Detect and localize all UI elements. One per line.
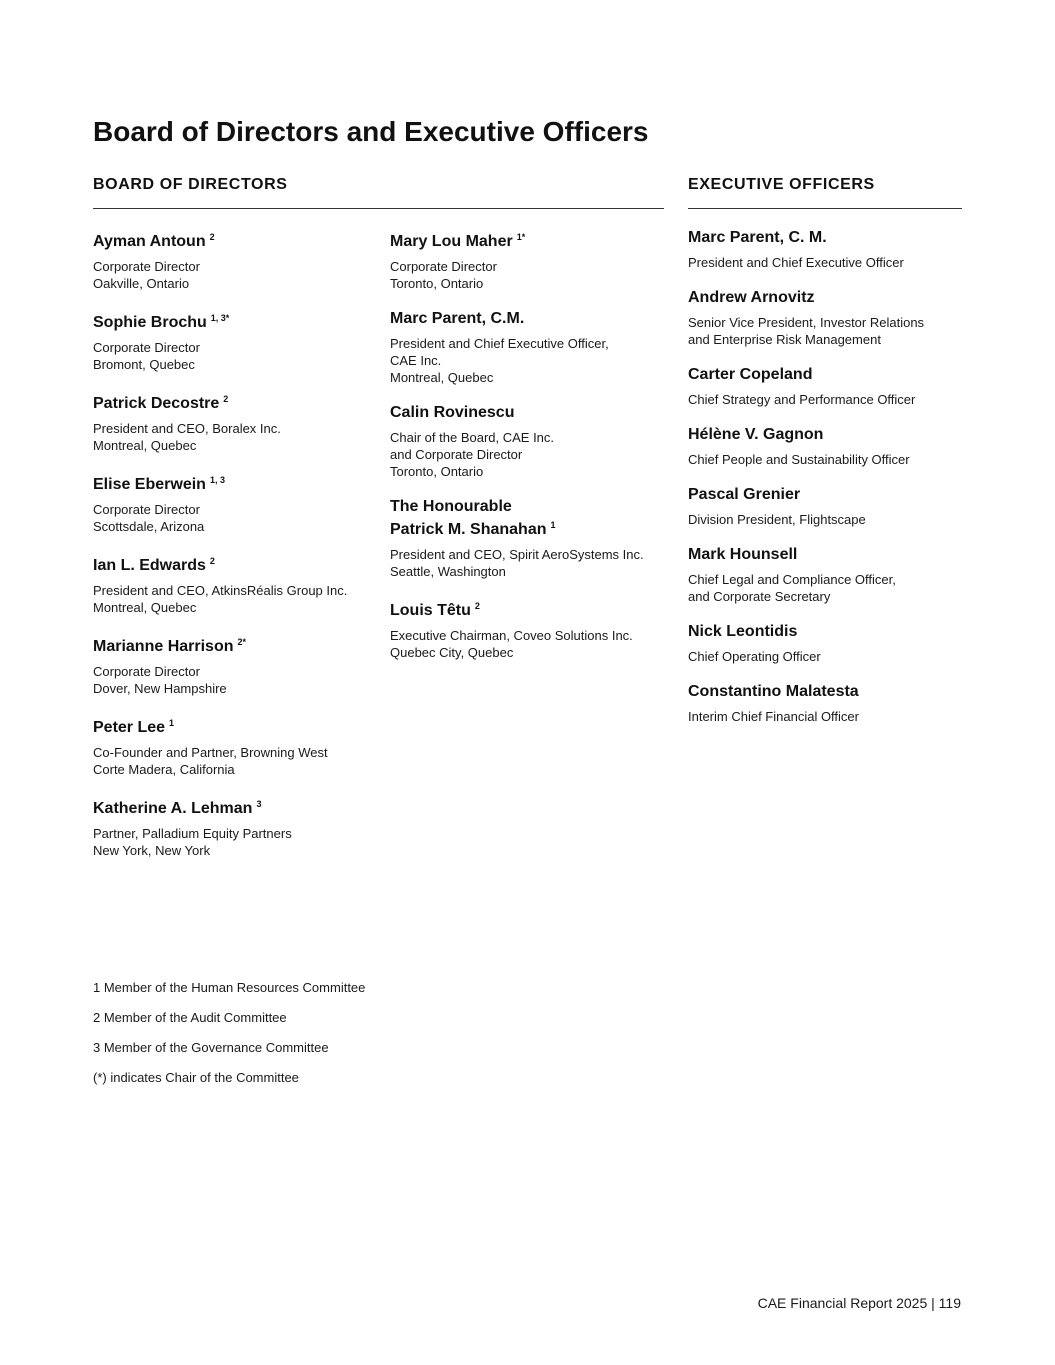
executive-name: Pascal Grenier — [688, 486, 801, 503]
executives-column — [688, 228, 968, 742]
director-detail-line: Partner, Palladium Equity Partners — [93, 826, 292, 841]
director-name — [93, 633, 383, 656]
committee-superscript: 1, 3* — [210, 313, 230, 323]
footnotes — [93, 979, 365, 1099]
executive-title-line: and Enterprise Risk Management — [688, 332, 881, 347]
page-footer: CAE Financial Report 2025 | 119 — [757, 1295, 961, 1311]
executive-entry — [688, 365, 968, 408]
executive-title-line: Interim Chief Financial Officer — [688, 709, 859, 724]
director-detail-line: Oakville, Ontario — [93, 276, 190, 291]
director-entry — [93, 552, 383, 616]
committee-superscript: 1 — [550, 520, 556, 530]
executive-name: Nick Leontidis — [688, 623, 798, 640]
executive-name: Marc Parent, C. M. — [688, 229, 827, 246]
director-name-line: Patrick M. Shanahan — [390, 521, 547, 538]
director-name-text: Marc Parent, C.M. — [390, 310, 525, 327]
director-name-text: Sophie Brochu — [93, 314, 207, 331]
director-detail-line: President and CEO, Spirit AeroSystems Inc. — [390, 547, 644, 562]
director-detail-line: Executive Chairman, Coveo Solutions Inc. — [390, 628, 633, 643]
director-entry — [93, 471, 383, 535]
director-name — [390, 403, 670, 422]
director-entry — [390, 403, 670, 480]
director-entry — [93, 228, 383, 292]
director-name-text: Patrick Decostre — [93, 395, 220, 412]
executive-entry — [688, 288, 968, 348]
executive-name: Carter Copeland — [688, 366, 813, 383]
director-name — [390, 497, 670, 539]
footnote: 1 Member of the Human Resources Committee — [93, 980, 366, 995]
committee-superscript: 1* — [516, 232, 526, 242]
director-name — [93, 471, 383, 494]
executive-title-line: Senior Vice President, Investor Relations — [688, 315, 925, 330]
director-detail-line: Montreal, Quebec — [93, 600, 197, 615]
director-name — [390, 309, 670, 328]
executive-entry — [688, 228, 968, 271]
director-detail-line: Corte Madera, California — [93, 762, 235, 777]
executive-title-line: Chief Legal and Compliance Officer, — [688, 572, 896, 587]
committee-superscript: 2 — [209, 232, 215, 242]
director-detail-line: Quebec City, Quebec — [390, 645, 514, 660]
executive-entry — [688, 425, 968, 468]
director-entry — [93, 714, 383, 778]
executives-heading: EXECUTIVE OFFICERS — [688, 176, 875, 193]
committee-superscript: 2* — [237, 637, 246, 647]
director-name-text: Mary Lou Maher — [390, 233, 513, 250]
director-name-text: Ian L. Edwards — [93, 557, 206, 574]
committee-superscript: 3 — [256, 799, 262, 809]
director-name-text: Katherine A. Lehman — [93, 800, 253, 817]
director-name — [93, 390, 383, 413]
director-name — [93, 714, 383, 737]
executive-entry — [688, 682, 968, 725]
committee-superscript: 2 — [209, 556, 215, 566]
director-name — [93, 552, 383, 575]
executive-title-line: Division President, Flightscape — [688, 512, 866, 527]
director-entry — [93, 795, 383, 859]
director-entry — [93, 390, 383, 454]
director-name — [93, 309, 383, 332]
director-name-text: Marianne Harrison — [93, 638, 234, 655]
director-detail-line: CAE Inc. — [390, 353, 442, 368]
director-detail-line: Corporate Director — [93, 259, 200, 274]
director-name-line: The Honourable — [390, 498, 512, 515]
director-detail-line: Montreal, Quebec — [93, 438, 197, 453]
executive-title-line: and Corporate Secretary — [688, 589, 831, 604]
director-detail-line: Corporate Director — [93, 340, 200, 355]
director-detail-line: and Corporate Director — [390, 447, 523, 462]
footnote: (*) indicates Chair of the Committee — [93, 1070, 299, 1085]
director-detail-line: Corporate Director — [93, 664, 200, 679]
executive-title-line: Chief Strategy and Performance Officer — [688, 392, 916, 407]
executive-name: Constantino Malatesta — [688, 683, 859, 700]
director-detail-line: Dover, New Hampshire — [93, 681, 227, 696]
footnote: 3 Member of the Governance Committee — [93, 1040, 329, 1055]
director-name — [390, 228, 670, 251]
executive-name: Mark Hounsell — [688, 546, 798, 563]
executive-entry — [688, 485, 968, 528]
director-name — [93, 228, 383, 251]
director-entry — [390, 228, 670, 292]
committee-superscript: 1, 3 — [209, 475, 225, 485]
director-detail-line: Seattle, Washington — [390, 564, 506, 579]
executive-title-line: Chief People and Sustainability Officer — [688, 452, 910, 467]
director-entry — [390, 309, 670, 386]
director-detail-line: President and CEO, AtkinsRéalis Group Inc. — [93, 583, 348, 598]
director-name-text: Calin Rovinescu — [390, 404, 515, 421]
director-name-text: Elise Eberwein — [93, 476, 206, 493]
director-name-text: Ayman Antoun — [93, 233, 206, 250]
director-entry — [390, 497, 670, 580]
director-entry — [93, 633, 383, 697]
director-name — [390, 597, 670, 620]
executive-entry — [688, 622, 968, 665]
director-detail-line: Corporate Director — [390, 259, 497, 274]
board-column-2 — [390, 228, 670, 678]
director-detail-line: Bromont, Quebec — [93, 357, 195, 372]
board-heading: BOARD OF DIRECTORS — [93, 176, 288, 193]
director-detail-line: Corporate Director — [93, 502, 200, 517]
director-detail-line: Chair of the Board, CAE Inc. — [390, 430, 555, 445]
board-divider — [93, 208, 664, 209]
director-name — [93, 795, 383, 818]
director-name-text: Peter Lee — [93, 719, 166, 736]
executive-name: Hélène V. Gagnon — [688, 426, 824, 443]
director-entry — [390, 597, 670, 661]
director-name-text: Louis Têtu — [390, 602, 471, 619]
director-detail-line: President and Chief Executive Officer, — [390, 336, 609, 351]
committee-superscript: 1 — [169, 718, 175, 728]
director-detail-line: Co-Founder and Partner, Browning West — [93, 745, 328, 760]
executive-title-line: President and Chief Executive Officer — [688, 255, 904, 270]
page-title: Board of Directors and Executive Officers — [93, 116, 649, 147]
director-detail-line: Montreal, Quebec — [390, 370, 494, 385]
executives-divider — [688, 208, 962, 209]
executive-name: Andrew Arnovitz — [688, 289, 815, 306]
director-detail-line: President and CEO, Boralex Inc. — [93, 421, 281, 436]
director-detail-line: Toronto, Ontario — [390, 464, 484, 479]
director-detail-line: New York, New York — [93, 843, 211, 858]
executive-title-line: Chief Operating Officer — [688, 649, 821, 664]
director-detail-line: Scottsdale, Arizona — [93, 519, 205, 534]
director-entry — [93, 309, 383, 373]
director-detail-line: Toronto, Ontario — [390, 276, 484, 291]
board-column-1 — [93, 228, 383, 876]
committee-superscript: 2 — [474, 601, 480, 611]
footnote: 2 Member of the Audit Committee — [93, 1010, 287, 1025]
executive-entry — [688, 545, 968, 605]
committee-superscript: 2 — [223, 394, 229, 404]
